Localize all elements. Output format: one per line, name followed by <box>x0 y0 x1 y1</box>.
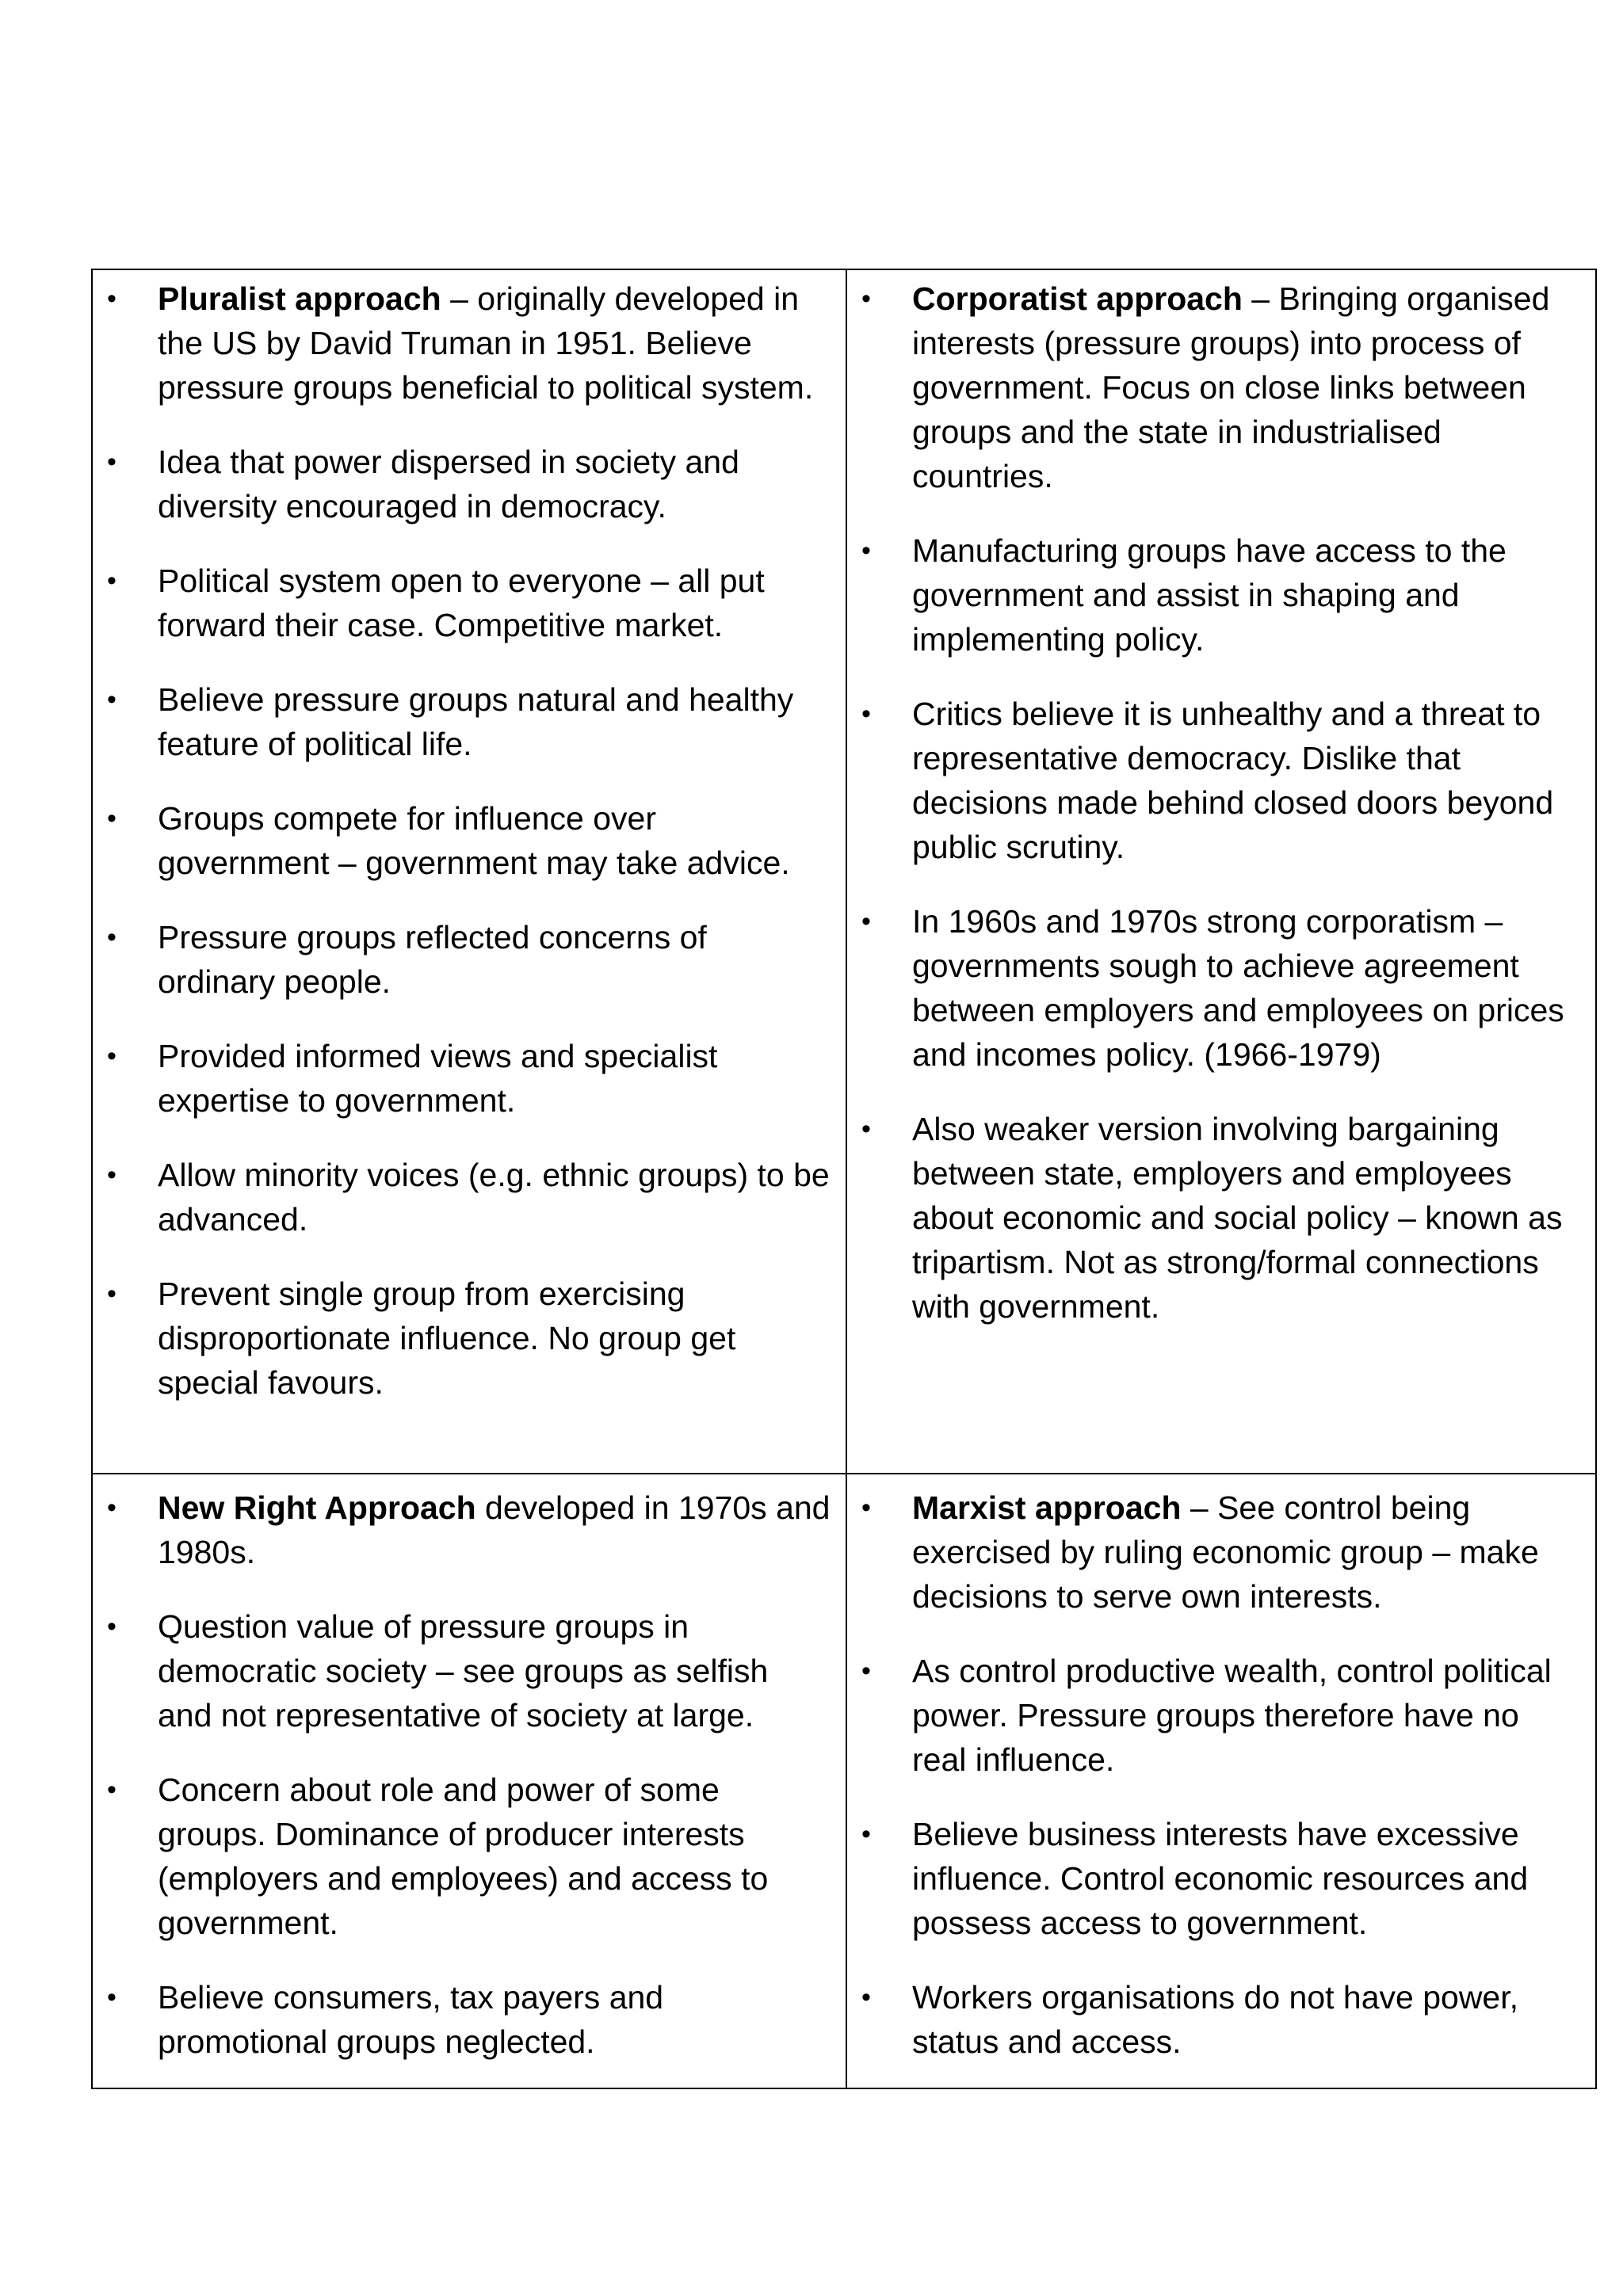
list-item <box>107 277 831 410</box>
bullet-icon: • <box>861 1493 871 1523</box>
item-text: Groups compete for influence over government – government may take advice. <box>158 800 790 881</box>
item-text: Workers organisations do not have power, status and access. <box>912 1979 1519 2060</box>
list-item <box>107 1768 831 1945</box>
list-item <box>861 1107 1581 1329</box>
item-text: Allow minority voices (e.g. ethnic groups) to be advanced. <box>158 1157 830 1238</box>
item-text: – originally developed in the US by David Truman in 1951. Believe pressure groups beneficial to political system. <box>158 280 814 406</box>
list-item <box>107 796 831 885</box>
bullet-icon: • <box>107 1279 116 1309</box>
new-right-list <box>107 1486 831 2064</box>
bullet-icon: • <box>107 1611 116 1642</box>
bullet-icon: • <box>107 1041 116 1071</box>
bullet-icon: • <box>107 284 116 314</box>
list-item <box>861 528 1581 662</box>
bullet-icon: • <box>107 566 116 596</box>
pluralist-list <box>107 277 831 1405</box>
list-item <box>107 915 831 1004</box>
item-text: Idea that power dispersed in society and diversity encouraged in democracy. <box>158 444 739 524</box>
bullet-icon: • <box>107 1982 116 2012</box>
marxist-cell <box>846 1474 1596 2088</box>
list-item <box>861 1649 1581 1782</box>
list-item <box>861 277 1581 498</box>
list-item <box>107 1486 831 1574</box>
list-item <box>107 1604 831 1737</box>
new-right-cell <box>92 1474 846 2088</box>
bullet-icon: • <box>107 685 116 715</box>
bullet-icon: • <box>861 906 871 936</box>
item-text: Believe pressure groups natural and healthy feature of political life. <box>158 681 794 762</box>
marxist-list <box>861 1486 1581 2064</box>
bullet-icon: • <box>861 1819 871 1849</box>
list-item <box>107 1272 831 1405</box>
item-text: developed in 1970s and 1980s. <box>158 1489 831 1570</box>
bullet-icon: • <box>107 1160 116 1190</box>
bullet-icon: • <box>861 699 871 729</box>
bullet-icon: • <box>861 1656 871 1686</box>
item-text: Political system open to everyone – all put forward their case. Competitive market. <box>158 563 765 643</box>
item-text: – See control being exercised by ruling economic group – make decisions to serve own interests. <box>912 1489 1539 1615</box>
item-text: Concern about role and power of some groups. Dominance of producer interests (employers and employees) and access to government. <box>158 1772 769 1941</box>
item-text: Believe consumers, tax payers and promotional groups neglected. <box>158 1979 664 2060</box>
bullet-icon: • <box>861 284 871 314</box>
item-text: Manufacturing groups have access to the government and assist in shaping and implementing policy. <box>912 532 1507 658</box>
item-text: – Bringing organised interests (pressure groups) into process of government. Focus on close links between groups and the state in industrialised countries. <box>912 280 1550 494</box>
bullet-icon: • <box>861 1114 871 1144</box>
list-item <box>107 1153 831 1241</box>
list-item <box>107 677 831 766</box>
table-row <box>92 269 1596 1474</box>
pluralist-cell <box>92 269 846 1474</box>
bullet-icon: • <box>861 1982 871 2012</box>
item-text: Critics believe it is unhealthy and a threat to representative democracy. Dislike that decisions made behind closed doors beyond public scrutiny. <box>912 696 1554 865</box>
list-item <box>861 1812 1581 1945</box>
list-item <box>861 692 1581 869</box>
item-text: As control productive wealth, control political power. Pressure groups therefore have no real influence. <box>912 1653 1552 1778</box>
item-text: Believe business interests have excessive influence. Control economic resources and possess access to government. <box>912 1816 1529 1941</box>
list-item <box>861 1486 1581 1619</box>
approaches-table <box>91 269 1597 2089</box>
bullet-icon: • <box>107 1493 116 1523</box>
list-item <box>107 440 831 528</box>
approach-heading: New Right Approach <box>158 1489 476 1526</box>
item-text: In 1960s and 1970s strong corporatism – governments sough to achieve agreement between employers and employees on prices and incomes policy. (1966-1979) <box>912 903 1564 1073</box>
item-text: Also weaker version involving bargaining between state, employers and employees about economic and social policy – known as tripartism. Not as strong/formal connections with government. <box>912 1111 1563 1325</box>
bullet-icon: • <box>107 447 116 477</box>
list-item <box>861 1975 1581 2064</box>
list-item <box>107 559 831 647</box>
approach-heading: Marxist approach <box>912 1489 1182 1526</box>
table-row <box>92 1474 1596 2088</box>
item-text: Question value of pressure groups in democratic society – see groups as selfish and not representative of society at large. <box>158 1608 769 1733</box>
item-text: Pressure groups reflected concerns of ordinary people. <box>158 919 707 1000</box>
list-item <box>107 1034 831 1123</box>
bullet-icon: • <box>107 803 116 833</box>
corporatist-list <box>861 277 1581 1329</box>
approach-heading: Pluralist approach <box>158 280 441 317</box>
bullet-icon: • <box>107 922 116 952</box>
corporatist-cell <box>846 269 1596 1474</box>
list-item <box>107 1975 831 2064</box>
approach-heading: Corporatist approach <box>912 280 1243 317</box>
list-item <box>861 899 1581 1077</box>
bullet-icon: • <box>107 1775 116 1805</box>
item-text: Prevent single group from exercising disproportionate influence. No group get special favours. <box>158 1276 736 1401</box>
item-text: Provided informed views and specialist expertise to government. <box>158 1038 718 1119</box>
bullet-icon: • <box>861 536 871 566</box>
